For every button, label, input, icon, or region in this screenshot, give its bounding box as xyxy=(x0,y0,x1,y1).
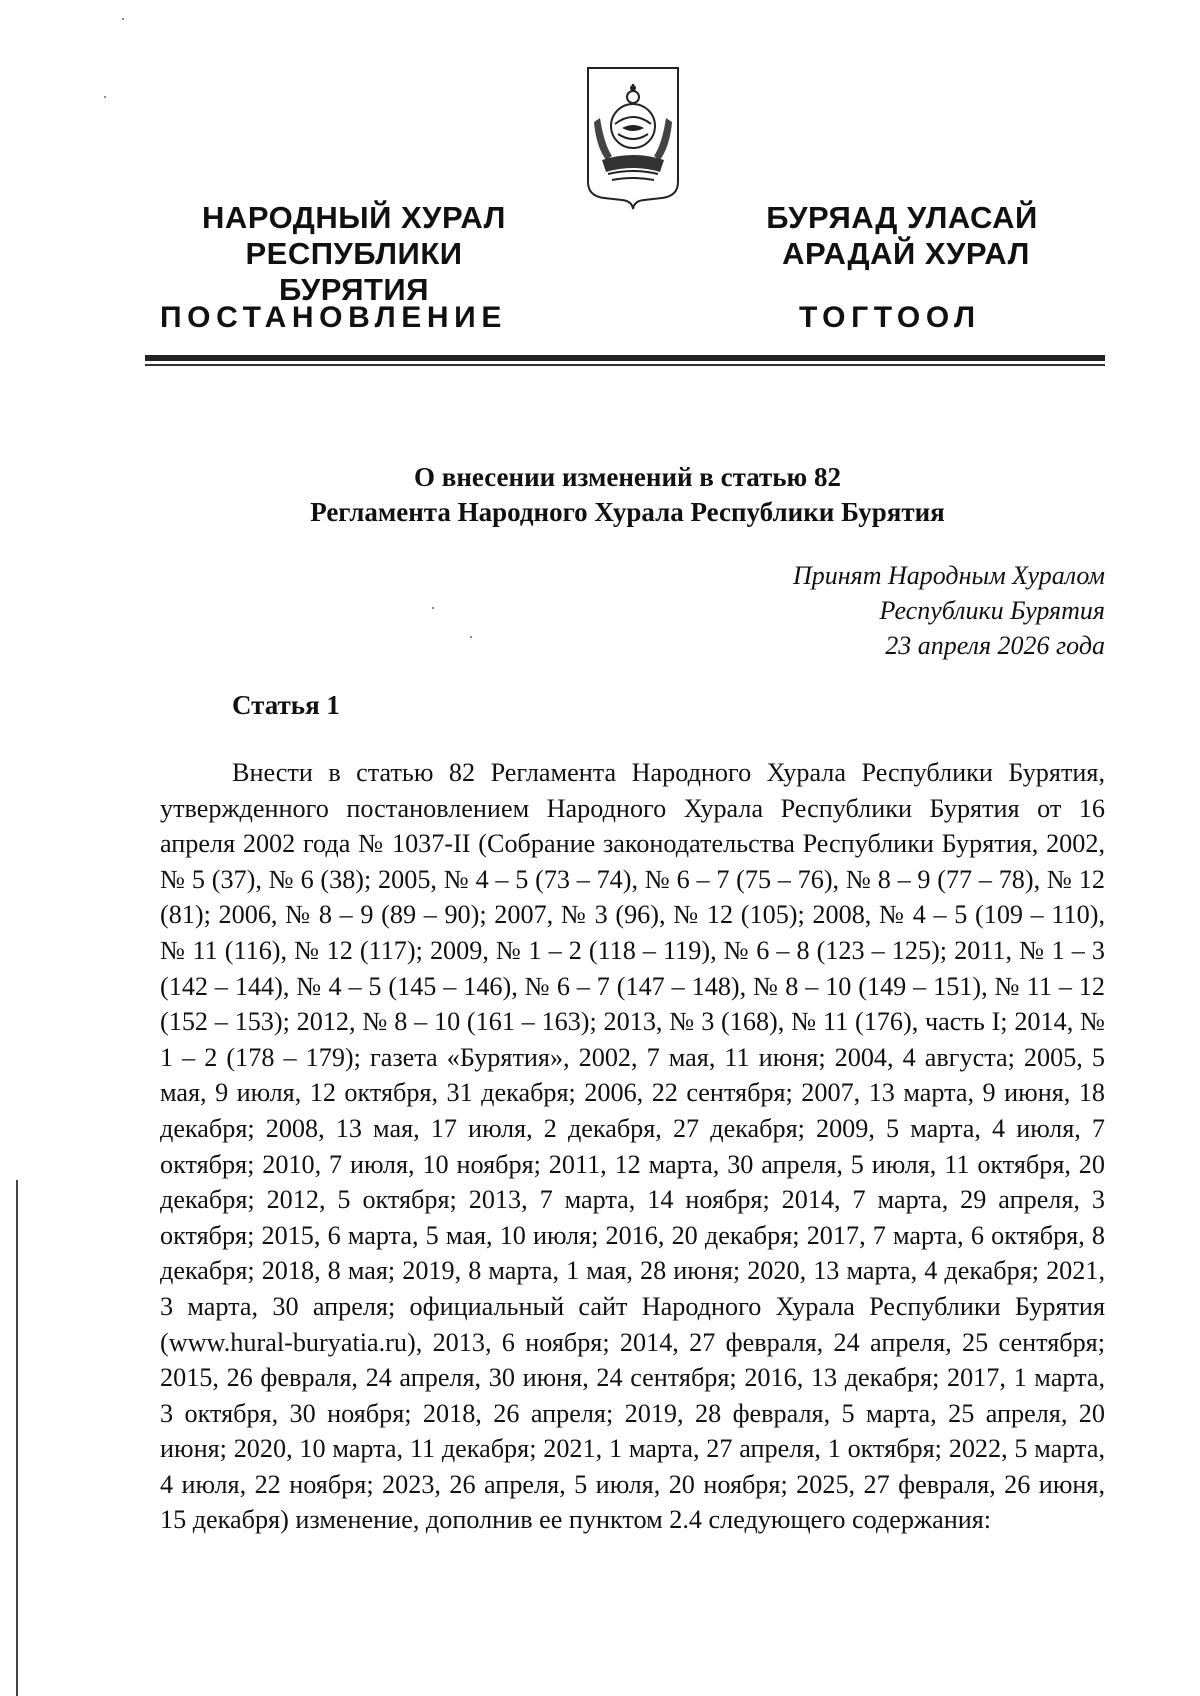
title-line-2: Регламента Народного Хурала Республики Бурятия xyxy=(310,497,945,527)
adoption-note xyxy=(793,558,1105,663)
issuer-buryat-line-1: БУРЯАД УЛАСАЙ xyxy=(766,200,1038,235)
header-divider-thick xyxy=(145,355,1105,361)
document-title xyxy=(150,460,1105,530)
article-heading: Статья 1 xyxy=(232,690,340,720)
issuer-name-russian xyxy=(174,200,534,308)
adoption-line-2: Республики Бурятия xyxy=(879,596,1105,625)
adoption-line-1: Принят Народным Хуралом xyxy=(792,561,1105,590)
issuer-line-1: НАРОДНЫЙ ХУРАЛ xyxy=(202,200,506,235)
document-type-russian: ПОСТАНОВЛЕНИЕ xyxy=(160,301,507,334)
issuer-buryat-line-2: АРАДАЙ ХУРАЛ xyxy=(782,236,1030,271)
issuer-name-buryat xyxy=(752,200,1052,272)
article-body-text: Внести в статью 82 Регламента Народного Хурала Республики Бурятия, утвержденного постановлением Народного Хурала Республики Бурятия от 16 апреля 2002 года № 1037-II (Собрание законодательства Республики Бурятия, 2002, № 5 (37), № 6 (38); 2005, № 4 – 5 (73 – 74), № 6 – 7 (75 – 76), № 8 – 9 (77 – 78), № 12 (81); 2006, № 8 – 9 (89 – 90); 2007, № 3 (96), № 12 (105); 2008, № 4 – 5 (109 – 110), № 11 (116), № 12 (117); 2009, № 1 – 2 (118 – 119), № 6 – 8 (123 – 125); 2011, № 1 – 3 (142 – 144), № 4 – 5 (145 – 146), № 6 – 7 (147 – 148), № 8 – 10 (149 – 151), № 11 – 12 (152 – 153); 2012, № 8 – 10 (161 – 163); 2013, № 3 (168), № 11 (176), часть I; 2014, № 1 – 2 (178 – 179); газета «Бурятия», 2002, 7 мая, 11 июня; 2004, 4 августа; 2005, 5 мая, 9 июля, 12 октября, 31 декабря; 2006, 22 сентября; 2007, 13 марта, 9 июня, 18 декабря; 2008, 13 мая, 17 июля, 2 декабря, 27 декабря; 2009, 5 марта, 4 июля, 7 октября; 2010, 7 июля, 10 ноября; 2011, 12 марта, 30 апреля, 5 июля, 11 октября, 20 декабря; 2012, 5 октября; 2013, 7 марта, 14 ноября; 2014, 7 марта, 29 апреля, 3 октября; 2015, 6 марта, 5 мая, 10 июля; 2016, 20 декабря; 2017, 7 марта, 6 октября, 8 декабря; 2018, 8 мая; 2019, 8 марта, 1 мая, 28 июня; 2020, 13 марта, 4 декабря; 2021, 3 марта, 30 апреля; официальный сайт Народного Хурала Республики Бурятия (www.hural-buryatia.ru), 2013, 6 ноября; 2014, 27 февраля, 24 апреля, 25 сентября; 2015, 26 февраля, 24 апреля, 30 июня, 24 сентября; 2016, 13 декабря; 2017, 1 марта, 3 октября, 30 ноября; 2018, 26 апреля; 2019, 28 февраля, 5 марта, 25 апреля, 20 июня; 2020, 10 марта, 11 декабря; 2021, 1 марта, 27 апреля, 1 октября; 2022, 5 марта, 4 июля, 22 ноября; 2023, 26 апреля, 5 июля, 20 ноября; 2025, 27 февраля, 26 июня, 15 декабря) изменение, дополнив ее пунктом 2.4 следующего содержания: xyxy=(160,758,1105,1535)
scan-margin-line xyxy=(16,1180,18,1696)
title-line-1: О внесении изменений в статью 82 xyxy=(414,462,841,492)
coat-of-arms-icon xyxy=(582,64,684,210)
header-divider-thin xyxy=(145,364,1105,366)
adoption-date: 23 апреля 2026 года xyxy=(885,631,1105,660)
document-type-buryat: ТОГТООЛ xyxy=(799,301,981,334)
issuer-line-2: РЕСПУБЛИКИ БУРЯТИЯ xyxy=(245,236,463,307)
